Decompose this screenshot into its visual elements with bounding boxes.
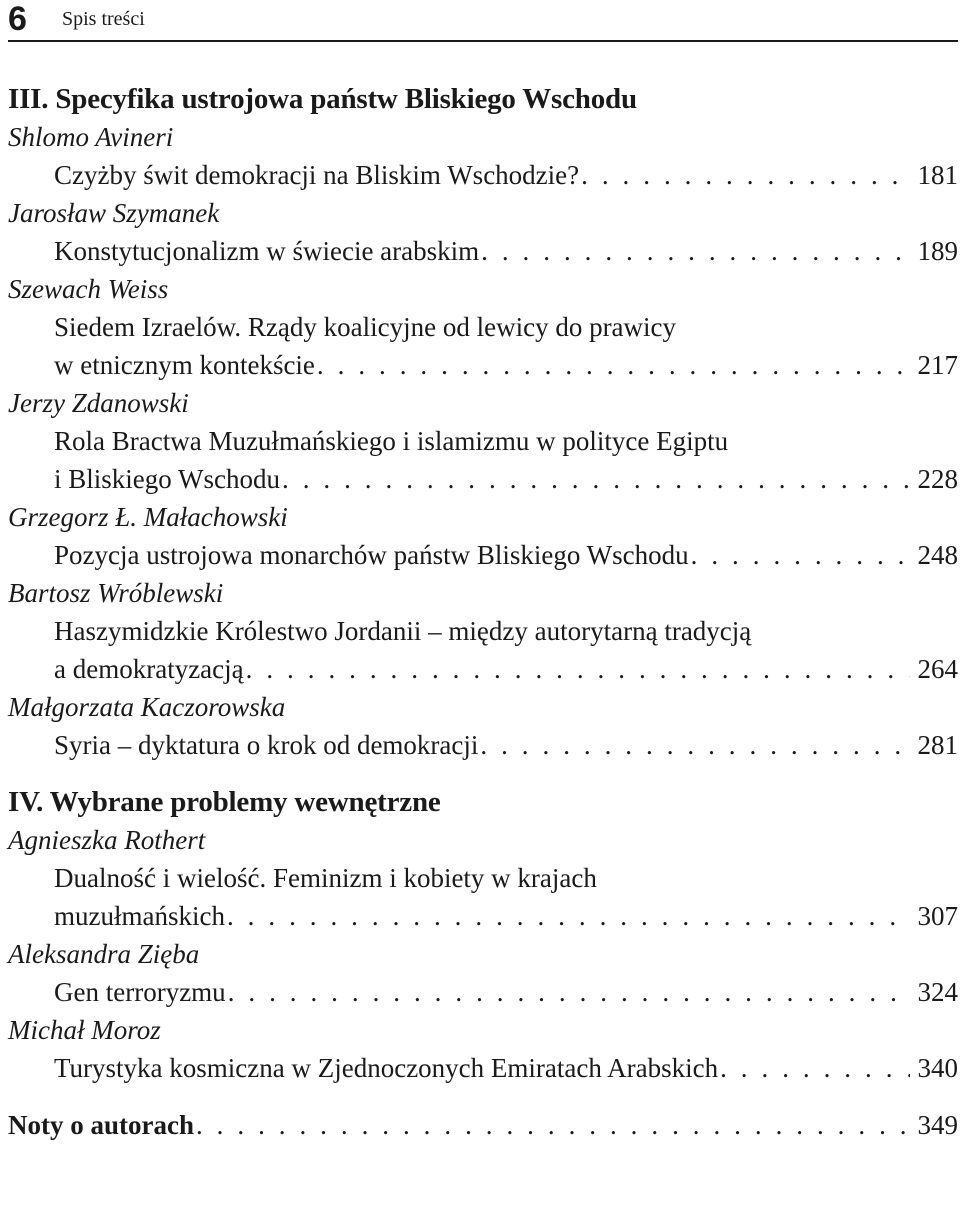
- entry-author: Agnieszka Rothert: [8, 825, 206, 855]
- entry-page-number: 189: [917, 236, 958, 266]
- entry-author: Grzegorz Ł. Małachowski: [8, 502, 288, 532]
- page-number: 6: [8, 0, 27, 38]
- toc-entry: [8, 232, 958, 270]
- dot-leader: [720, 1049, 909, 1087]
- entry-page-number: 307: [917, 901, 958, 931]
- entry-title-row: [54, 650, 958, 688]
- toc-entry: [8, 156, 958, 194]
- entry-author: Jerzy Zdanowski: [8, 388, 189, 418]
- entry-page-number: 340: [917, 1053, 958, 1083]
- table-of-contents: [8, 80, 958, 1144]
- toc-entry: [8, 973, 958, 1011]
- toc-section: [8, 783, 958, 1087]
- toc-entry: [8, 1049, 958, 1087]
- entry-title-row: [54, 346, 958, 384]
- entry-page-number: 248: [917, 540, 958, 570]
- dot-leader: [227, 897, 910, 935]
- entry-title: muzułmańskich: [54, 901, 225, 931]
- entry-title-line: Siedem Izraelów. Rządy koalicyjne od lewicy do prawicy: [54, 312, 677, 342]
- entry-author: Michał Moroz: [8, 1015, 161, 1045]
- entry-title: Turystyka kosmiczna w Zjednoczonych Emiratach Arabskich: [54, 1053, 719, 1083]
- entry-author: Szewach Weiss: [8, 274, 169, 304]
- entry-title-row: [54, 973, 958, 1011]
- entry-title-row: [54, 1049, 958, 1087]
- entry-author: Jarosław Szymanek: [8, 198, 220, 228]
- page-header: [8, 0, 958, 42]
- toc-final-entry: [8, 1106, 958, 1144]
- final-title: Noty o autorach: [8, 1110, 194, 1140]
- entry-page-number: 181: [917, 160, 958, 190]
- toc-entry: [8, 422, 958, 498]
- entry-page-number: 324: [917, 977, 958, 1007]
- entry-title: Czyżby świt demokracji na Bliskim Wschodzie?: [54, 160, 580, 190]
- section-heading: III. Specyfika ustrojowa państw Bliskiego Wschodu: [8, 83, 637, 115]
- running-head: Spis treści: [62, 8, 145, 30]
- entry-title-row: [54, 897, 958, 935]
- final-page-number: 349: [917, 1110, 958, 1140]
- dot-leader: [228, 973, 910, 1011]
- entry-title: w etnicznym kontekście: [54, 350, 315, 380]
- entry-title-row: [54, 460, 958, 498]
- toc-entry: [8, 536, 958, 574]
- dot-leader: [246, 650, 910, 688]
- toc-entry: [8, 859, 958, 935]
- entry-page-number: 228: [917, 464, 958, 494]
- section-heading: IV. Wybrane problemy wewnętrzne: [8, 786, 441, 818]
- entry-author: Małgorzata Kaczorowska: [8, 692, 286, 722]
- toc-entry: [8, 726, 958, 764]
- dot-leader: [481, 232, 909, 270]
- entry-title: a demokratyzacją: [54, 654, 244, 684]
- entry-page-number: 264: [917, 654, 958, 684]
- entry-title-row: [54, 536, 958, 574]
- entry-page-number: 217: [917, 350, 958, 380]
- entry-author: Aleksandra Zięba: [8, 939, 200, 969]
- toc-section: [8, 80, 958, 764]
- entry-title-row: [54, 156, 958, 194]
- dot-leader: [691, 536, 910, 574]
- entry-title-line: Rola Bractwa Muzułmańskiego i islamizmu w polityce Egiptu: [54, 426, 729, 456]
- entry-title-row: [54, 726, 958, 764]
- dot-leader: [196, 1106, 910, 1144]
- dot-leader: [581, 156, 909, 194]
- entry-title-row: [54, 232, 958, 270]
- toc-entry: [8, 308, 958, 384]
- dot-leader: [317, 346, 910, 384]
- entry-page-number: 281: [917, 730, 958, 760]
- toc-entry: [8, 612, 958, 688]
- entry-title-line: Haszymidzkie Królestwo Jordanii – między autorytarną tradycją: [54, 616, 752, 646]
- entry-title: Konstytucjonalizm w świecie arabskim: [54, 236, 480, 266]
- entry-title-line: Dualność i wielość. Feminizm i kobiety w krajach: [54, 863, 597, 893]
- entry-title: Syria – dyktatura o krok od demokracji: [54, 730, 479, 760]
- entry-title: i Bliskiego Wschodu: [54, 464, 280, 494]
- entry-title: Gen terroryzmu: [54, 977, 226, 1007]
- entry-author: Bartosz Wróblewski: [8, 578, 224, 608]
- dot-leader: [282, 460, 910, 498]
- dot-leader: [480, 726, 909, 764]
- entry-author: Shlomo Avineri: [8, 122, 174, 152]
- entry-title: Pozycja ustrojowa monarchów państw Bliskiego Wschodu: [54, 540, 689, 570]
